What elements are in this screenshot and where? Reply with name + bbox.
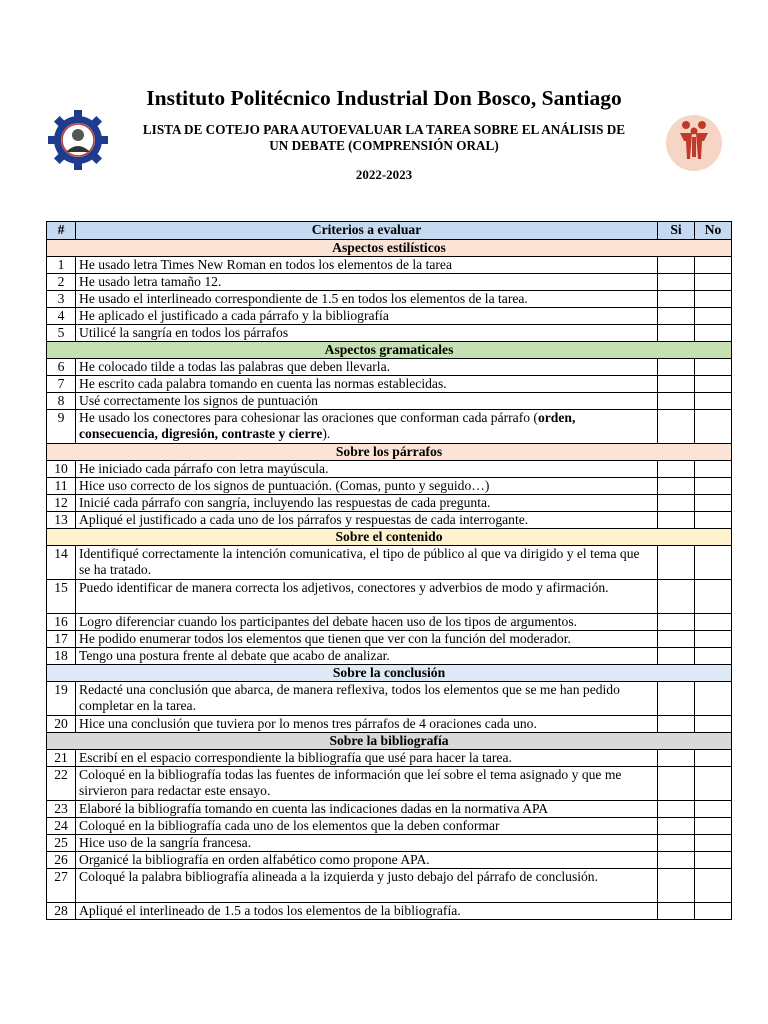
criterion-number: 14 [47, 546, 76, 580]
criterion-text: Identifiqué correctamente la intención comunicativa, el tipo de público al que va dirigido y el tema que se ha tratado. [76, 546, 658, 580]
table-row [47, 478, 732, 495]
si-checkbox-cell[interactable] [658, 376, 695, 393]
header-no: No [695, 222, 732, 240]
si-checkbox-cell[interactable] [658, 359, 695, 376]
subtitle-line-1: LISTA DE COTEJO PARA AUTOEVALUAR LA TAREA SOBRE EL ANÁLISIS DE [142, 122, 626, 137]
no-checkbox-cell[interactable] [695, 580, 732, 614]
criterion-number: 19 [47, 682, 76, 716]
criterion-text: He escrito cada palabra tomando en cuenta las normas establecidas. [76, 376, 658, 393]
table-row [47, 257, 732, 274]
si-checkbox-cell[interactable] [658, 580, 695, 614]
criterion-text: Coloqué la palabra bibliografía alineada a la izquierda y justo debajo del párrafo de conclusión. [76, 869, 658, 903]
criterion-text: Utilicé la sangría en todos los párrafos [76, 325, 658, 342]
criterion-number: 13 [47, 512, 76, 529]
table-row [47, 274, 732, 291]
section-header-row [47, 665, 732, 682]
table-row [47, 359, 732, 376]
criterion-text: He podido enumerar todos los elementos que tienen que ver con la función del moderador. [76, 631, 658, 648]
criterion-text [76, 410, 658, 444]
header-criteria: Criterios a evaluar [76, 222, 658, 240]
criterion-number: 4 [47, 308, 76, 325]
no-checkbox-cell[interactable] [695, 818, 732, 835]
checklist-body [47, 240, 732, 920]
criterion-text: Usé correctamente los signos de puntuación [76, 393, 658, 410]
criterion-number: 25 [47, 835, 76, 852]
criterion-text: Hice uso correcto de los signos de puntuación. (Comas, punto y seguido…) [76, 478, 658, 495]
criterion-text: Elaboré la bibliografía tomando en cuenta las indicaciones dadas en la normativa APA [76, 801, 658, 818]
criterion-text: Organicé la bibliografía en orden alfabético como propone APA. [76, 852, 658, 869]
criterion-number: 15 [47, 580, 76, 614]
section-title: Aspectos estilísticos [47, 240, 732, 257]
table-row [47, 648, 732, 665]
no-checkbox-cell[interactable] [695, 308, 732, 325]
criterion-text-end: ). [322, 426, 331, 441]
criterion-number: 9 [47, 410, 76, 444]
no-checkbox-cell[interactable] [695, 512, 732, 529]
no-checkbox-cell[interactable] [695, 631, 732, 648]
no-checkbox-cell[interactable] [695, 852, 732, 869]
no-checkbox-cell[interactable] [695, 410, 732, 444]
section-header-row [47, 240, 732, 257]
table-row [47, 767, 732, 801]
si-checkbox-cell[interactable] [658, 716, 695, 733]
table-row [47, 750, 732, 767]
si-checkbox-cell[interactable] [658, 903, 695, 920]
no-checkbox-cell[interactable] [695, 767, 732, 801]
no-checkbox-cell[interactable] [695, 257, 732, 274]
section-header-row [47, 529, 732, 546]
criterion-text-part: He usado los conectores para cohesionar las oraciones que conforman cada párrafo ( [79, 410, 538, 425]
no-checkbox-cell[interactable] [695, 495, 732, 512]
criterion-number: 12 [47, 495, 76, 512]
section-title: Sobre el contenido [47, 529, 732, 546]
si-checkbox-cell[interactable] [658, 291, 695, 308]
si-checkbox-cell[interactable] [658, 869, 695, 903]
si-checkbox-cell[interactable] [658, 648, 695, 665]
criterion-number: 27 [47, 869, 76, 903]
si-checkbox-cell[interactable] [658, 495, 695, 512]
section-title: Sobre la bibliografía [47, 733, 732, 750]
no-checkbox-cell[interactable] [695, 682, 732, 716]
criterion-text: Tengo una postura frente al debate que acabo de analizar. [76, 648, 658, 665]
section-header-row [47, 342, 732, 359]
table-row [47, 410, 732, 444]
table-row [47, 376, 732, 393]
no-checkbox-cell[interactable] [695, 869, 732, 903]
checklist-table [46, 221, 732, 920]
criterion-number: 17 [47, 631, 76, 648]
criterion-text: He aplicado el justificado a cada párrafo y la bibliografía [76, 308, 658, 325]
section-title: Aspectos gramaticales [47, 342, 732, 359]
si-checkbox-cell[interactable] [658, 801, 695, 818]
table-row [47, 393, 732, 410]
si-checkbox-cell[interactable] [658, 512, 695, 529]
no-checkbox-cell[interactable] [695, 716, 732, 733]
header-number: # [47, 222, 76, 240]
criterion-text: Apliqué el justificado a cada uno de los párrafos y respuestas de cada interrogante. [76, 512, 658, 529]
criterion-text: Coloqué en la bibliografía cada uno de los elementos que la deben conformar [76, 818, 658, 835]
si-checkbox-cell[interactable] [658, 767, 695, 801]
table-row [47, 835, 732, 852]
criterion-text: He usado el interlineado correspondiente de 1.5 en todos los elementos de la tarea. [76, 291, 658, 308]
si-checkbox-cell[interactable] [658, 461, 695, 478]
salesian-family-logo [662, 111, 726, 175]
table-row [47, 546, 732, 580]
school-year: 2022-2023 [355, 167, 413, 182]
si-checkbox-cell[interactable] [658, 614, 695, 631]
no-checkbox-cell[interactable] [695, 393, 732, 410]
table-row [47, 631, 732, 648]
table-row [47, 580, 732, 614]
don-bosco-gear-logo [46, 108, 110, 172]
no-checkbox-cell[interactable] [695, 359, 732, 376]
no-checkbox-cell[interactable] [695, 750, 732, 767]
criterion-number: 22 [47, 767, 76, 801]
no-checkbox-cell[interactable] [695, 325, 732, 342]
si-checkbox-cell[interactable] [658, 410, 695, 444]
criterion-number: 21 [47, 750, 76, 767]
table-row [47, 818, 732, 835]
criterion-number: 11 [47, 478, 76, 495]
section-header-row [47, 733, 732, 750]
criterion-text: He usado letra Times New Roman en todos los elementos de la tarea [76, 257, 658, 274]
table-row [47, 716, 732, 733]
table-row [47, 903, 732, 920]
no-checkbox-cell[interactable] [695, 291, 732, 308]
no-checkbox-cell[interactable] [695, 903, 732, 920]
si-checkbox-cell[interactable] [658, 308, 695, 325]
criterion-text: Apliqué el interlineado de 1.5 a todos los elementos de la bibliografía. [76, 903, 658, 920]
criterion-text: Escribí en el espacio correspondiente la bibliografía que usé para hacer la tarea. [76, 750, 658, 767]
criterion-text-bold: orden, consecuencia, digresión, contraste y cierre [79, 410, 576, 441]
section-title: Sobre los párrafos [47, 444, 732, 461]
criterion-number: 5 [47, 325, 76, 342]
criterion-text: He colocado tilde a todas las palabras que deben llevarla. [76, 359, 658, 376]
criterion-text: Hice uso de la sangría francesa. [76, 835, 658, 852]
table-row [47, 461, 732, 478]
criterion-number: 3 [47, 291, 76, 308]
si-checkbox-cell[interactable] [658, 546, 695, 580]
no-checkbox-cell[interactable] [695, 614, 732, 631]
si-checkbox-cell[interactable] [658, 631, 695, 648]
no-checkbox-cell[interactable] [695, 648, 732, 665]
no-checkbox-cell[interactable] [695, 461, 732, 478]
si-checkbox-cell[interactable] [658, 682, 695, 716]
criterion-number: 2 [47, 274, 76, 291]
criterion-text: He iniciado cada párrafo con letra mayúscula. [76, 461, 658, 478]
criterion-number: 8 [47, 393, 76, 410]
si-checkbox-cell[interactable] [658, 818, 695, 835]
section-title: Sobre la conclusión [47, 665, 732, 682]
criterion-number: 1 [47, 257, 76, 274]
table-row [47, 852, 732, 869]
table-row [47, 291, 732, 308]
si-checkbox-cell[interactable] [658, 852, 695, 869]
no-checkbox-cell[interactable] [695, 274, 732, 291]
criterion-number: 6 [47, 359, 76, 376]
criterion-text: Coloqué en la bibliografía todas las fuentes de información que leí sobre el tema asignado y que me sirvieron para redactar este ensayo. [76, 767, 658, 801]
table-row [47, 308, 732, 325]
no-checkbox-cell[interactable] [695, 546, 732, 580]
criterion-text: Hice una conclusión que tuviera por lo menos tres párrafos de 4 oraciones cada uno. [76, 716, 658, 733]
no-checkbox-cell[interactable] [695, 801, 732, 818]
no-checkbox-cell[interactable] [695, 376, 732, 393]
criterion-number: 26 [47, 852, 76, 869]
criterion-number: 7 [47, 376, 76, 393]
si-checkbox-cell[interactable] [658, 835, 695, 852]
table-row [47, 325, 732, 342]
criterion-number: 28 [47, 903, 76, 920]
criterion-text: He usado letra tamaño 12. [76, 274, 658, 291]
si-checkbox-cell[interactable] [658, 478, 695, 495]
table-row [47, 869, 732, 903]
criterion-text: Puedo identificar de manera correcta los adjetivos, conectores y adverbios de modo y afirmación. [76, 580, 658, 614]
header-si: Si [658, 222, 695, 240]
table-header-row [47, 222, 732, 240]
no-checkbox-cell[interactable] [695, 835, 732, 852]
criterion-number: 20 [47, 716, 76, 733]
checklist-subtitle [110, 122, 658, 154]
criterion-number: 18 [47, 648, 76, 665]
criterion-number: 10 [47, 461, 76, 478]
criterion-number: 23 [47, 801, 76, 818]
section-header-row [47, 444, 732, 461]
si-checkbox-cell[interactable] [658, 257, 695, 274]
si-checkbox-cell[interactable] [658, 274, 695, 291]
criterion-text: Redacté una conclusión que abarca, de manera reflexiva, todos los elementos que se me han pedido completar en la tarea. [76, 682, 658, 716]
criterion-text: Logro diferenciar cuando los participantes del debate hacen uso de los tipos de argumentos. [76, 614, 658, 631]
table-row [47, 512, 732, 529]
criterion-number: 24 [47, 818, 76, 835]
criterion-text: Inicié cada párrafo con sangría, incluyendo las respuestas de cada pregunta. [76, 495, 658, 512]
si-checkbox-cell[interactable] [658, 750, 695, 767]
no-checkbox-cell[interactable] [695, 478, 732, 495]
table-row [47, 495, 732, 512]
subtitle-line-2: UN DEBATE (COMPRENSIÓN ORAL) [269, 138, 499, 153]
table-row [47, 614, 732, 631]
table-row [47, 801, 732, 818]
table-row [47, 682, 732, 716]
si-checkbox-cell[interactable] [658, 393, 695, 410]
criterion-number: 16 [47, 614, 76, 631]
si-checkbox-cell[interactable] [658, 325, 695, 342]
document-title: Instituto Politécnico Industrial Don Bosco, Santiago [146, 86, 622, 110]
